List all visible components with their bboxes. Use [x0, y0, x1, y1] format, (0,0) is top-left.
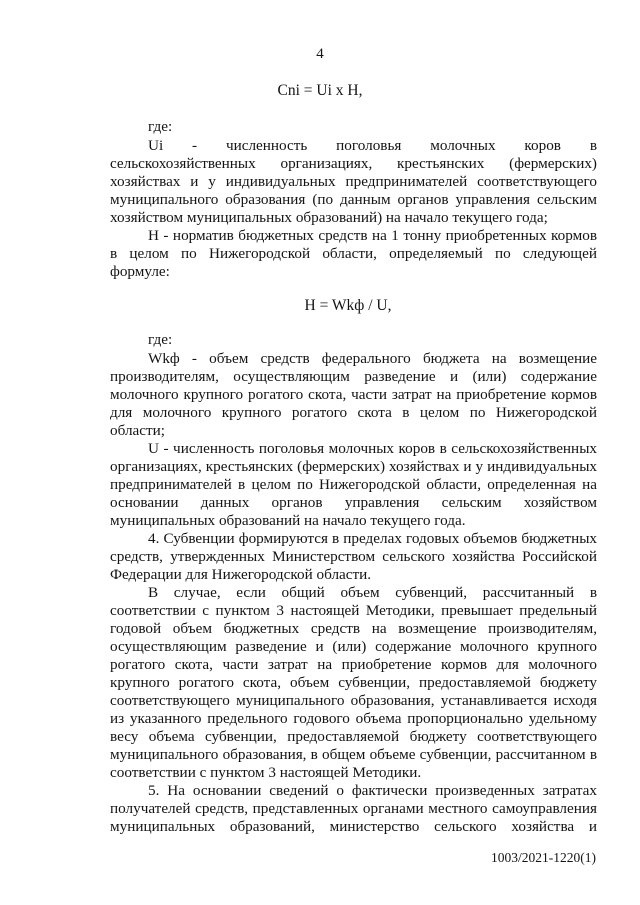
formula-cni: Cni = Ui x H, — [277, 82, 363, 99]
text-line: соответствии с пунктом 3 настоящей Методики, превышает предельный — [110, 602, 597, 619]
text-line: для молочного крупного рогатого скота в целом по Нижегородской — [110, 404, 597, 421]
text-line: хозяйством муниципальных образований) на начало текущего года; — [110, 209, 548, 226]
text-line: из указанного предельного годового объема пропорционально удельному — [110, 710, 597, 727]
text-line: соответствующего муниципального образования, устанавливается исходя — [110, 692, 597, 709]
text-line: U - численность поголовья молочных коров в сельскохозяйственных — [148, 440, 597, 457]
text-line: где: — [148, 118, 173, 135]
text-line: сельскохозяйственных организациях, крестьянских (фермерских) — [110, 155, 597, 172]
text-line: осуществляющим разведение и (или) содержание молочного крупного — [110, 638, 597, 655]
text-line: муниципальных образований, министерство сельского хозяйства и — [110, 818, 597, 835]
text-line: соответствии с пунктом 3 настоящей Методики. — [110, 764, 422, 781]
text-line: В случае, если общий объем субвенций, рассчитанный в — [148, 584, 597, 601]
text-line: хозяйствах и у индивидуальных предпринимателей соответствующего — [110, 173, 597, 190]
text-line: производителям, осуществляющим разведение и (или) содержание — [110, 368, 597, 385]
text-line: весу объема субвенции, предоставляемой бюджету соответствующего — [110, 728, 597, 745]
text-line: молочного крупного рогатого скота, части затрат на приобретение кормов — [110, 386, 597, 403]
text-line: Wkф - объем средств федерального бюджета на возмещение — [148, 350, 597, 367]
text-line: Ui - численность поголовья молочных коров в — [148, 137, 597, 154]
text-line: годовой объем бюджетных средств на возмещение производителям, — [110, 620, 597, 637]
text-line: где: — [148, 331, 173, 348]
text-line: 4. Субвенции формируются в пределах годовых объемов бюджетных — [148, 530, 597, 547]
document-code: 1003/2021-1220(1) — [491, 850, 596, 865]
text-line: основании данных органов управления сельским хозяйством — [110, 494, 597, 511]
text-line: Н - норматив бюджетных средств на 1 тонну приобретенных кормов — [148, 227, 597, 244]
formula-h: H = Wkф / U, — [304, 297, 392, 314]
text-line: получателей средств, представленных органами местного самоуправления — [110, 800, 597, 817]
text-line: предпринимателей в целом по Нижегородской области, определенная на — [110, 476, 597, 493]
text-line: Федерации для Нижегородской области. — [110, 566, 372, 583]
text-line: 5. На основании сведений о фактически произведенных затратах — [148, 782, 597, 799]
text-line: средств, утвержденных Министерством сельского хозяйства Российской — [110, 548, 597, 565]
text-line: в целом по Нижегородской области, определяемый по следующей — [110, 245, 597, 262]
text-line: муниципального образования (по данным органов управления сельским — [110, 191, 597, 208]
text-line: области; — [110, 422, 165, 439]
text-line: крупного рогатого скота, объем субвенции, предоставляемой бюджету — [110, 674, 597, 691]
text-line: организациях, крестьянских (фермерских) хозяйствах и у индивидуальных — [110, 458, 597, 475]
text-line: рогатого скота, части затрат на приобретение кормов для молочного — [110, 656, 597, 673]
text-line: формуле: — [110, 263, 170, 280]
text-line: муниципального образования, в общем объеме субвенции, рассчитанном в — [110, 746, 597, 763]
page-number: 4 — [316, 46, 324, 62]
text-line: муниципальных образований на начало текущего года. — [110, 512, 466, 529]
